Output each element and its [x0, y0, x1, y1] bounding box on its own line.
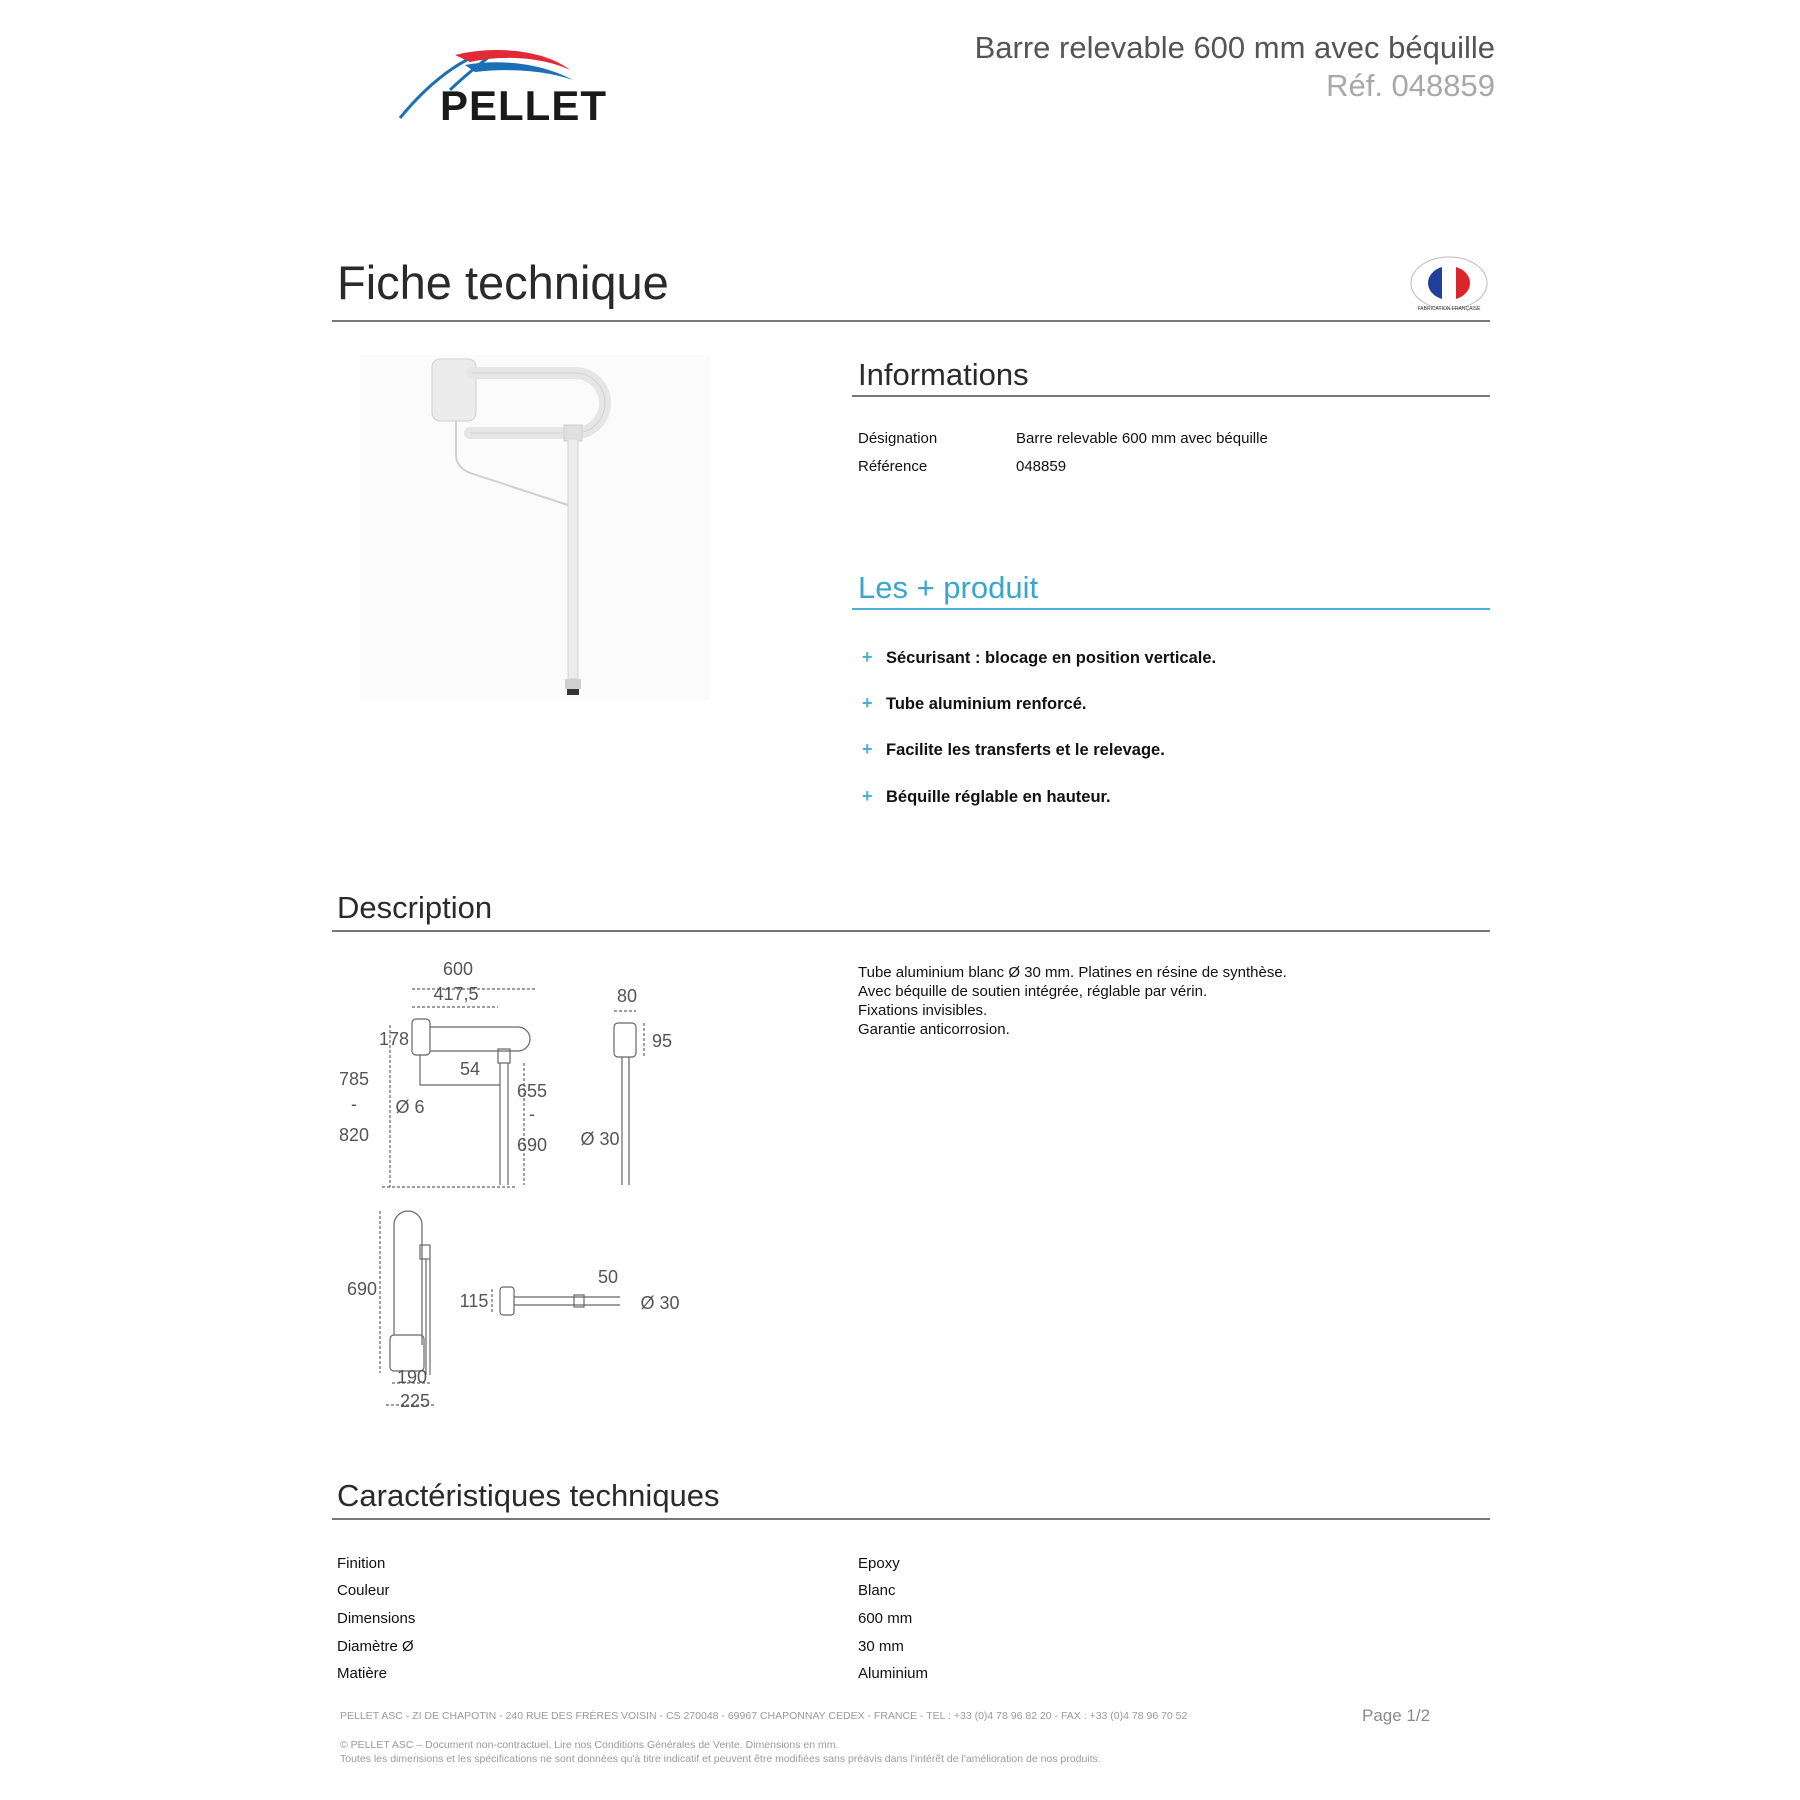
dim-label: 417,5 [433, 984, 479, 1004]
logo-text: PELLET [440, 82, 608, 129]
spec-value: Aluminium [858, 1665, 929, 1682]
dim-label: 690 [346, 1279, 378, 1299]
technical-drawing [330, 955, 700, 1425]
dim-label: 54 [459, 1059, 481, 1079]
spec-label: Diamètre Ø [337, 1638, 414, 1655]
benefit-item: + Béquille réglable en hauteur. [862, 786, 1111, 806]
dim-label: 178 [378, 1029, 410, 1049]
informations-rule [852, 395, 1490, 397]
info-value: Barre relevable 600 mm avec béquille [1016, 430, 1268, 447]
spec-label: Dimensions [337, 1610, 416, 1627]
info-label: Référence [858, 458, 928, 475]
spec-label: Matière [337, 1665, 388, 1682]
product-photo [360, 355, 710, 700]
dim-label: 690 [516, 1135, 548, 1155]
benefits-heading: Les + produit [858, 570, 1039, 605]
footer-address: PELLET ASC - ZI DE CHAPOTIN - 240 RUE DES FRÈRES VOISIN - CS 270048 - 69967 CHAPONNAY CEDEX - FRANCE - TEL : +33 (0)4 78 96 82 20 - FAX : +33 (0)4 78 96 70 52 [340, 1710, 1188, 1722]
description-text [858, 963, 1287, 1039]
title-rule [332, 320, 1490, 322]
plus-icon: + [862, 693, 873, 713]
spec-value: Blanc [858, 1582, 896, 1599]
spec-value: 30 mm [858, 1638, 904, 1655]
product-ref: Réf. 048859 [1326, 68, 1495, 103]
spec-label: Couleur [337, 1582, 390, 1599]
benefit-item: + Sécurisant : blocage en position verticale. [862, 647, 1217, 667]
dim-label: - [351, 1094, 357, 1114]
info-value: 048859 [1016, 458, 1067, 475]
dim-label: 50 [597, 1267, 619, 1287]
dim-label: 600 [442, 959, 474, 979]
description-line: Garantie anticorrosion. [858, 1021, 1010, 1038]
dim-label: 225 [399, 1391, 431, 1411]
product-title: Barre relevable 600 mm avec béquille [974, 30, 1495, 65]
dim-label: - [529, 1104, 535, 1124]
description-rule [332, 930, 1490, 932]
page-number: Page 1/2 [1362, 1706, 1431, 1725]
benefit-item: + Tube aluminium renforcé. [862, 693, 1087, 713]
dim-label: Ø 30 [580, 1129, 620, 1149]
page-title: Fiche technique [337, 256, 669, 309]
dim-label: 190 [396, 1367, 428, 1387]
spec-label: Finition [337, 1555, 386, 1572]
dim-label: Ø 6 [395, 1097, 425, 1117]
dim-label: 820 [338, 1125, 370, 1145]
dim-label: Ø 30 [640, 1293, 680, 1313]
specs-heading: Caractéristiques techniques [337, 1478, 720, 1513]
description-heading: Description [337, 890, 493, 925]
dim-label: 80 [616, 986, 638, 1006]
brand-logo [395, 40, 635, 130]
description-line: Avec béquille de soutien intégrée, réglable par vérin. [858, 983, 1208, 1000]
dim-label: 655 [516, 1081, 548, 1101]
fabrication-francaise-badge [1408, 253, 1490, 313]
dim-label: 115 [459, 1291, 489, 1311]
benefits-rule [852, 608, 1490, 610]
plus-icon: + [862, 647, 873, 667]
spec-value: 600 mm [858, 1610, 913, 1627]
description-line: Tube aluminium blanc Ø 30 mm. Platines en résine de synthèse. [858, 964, 1287, 981]
footer-disclaimer: © PELLET ASC – Document non-contractuel. Lire nos Conditions Générales de Vente. Dimensions en mm. [340, 1739, 839, 1751]
pellet-swoosh-icon [395, 40, 635, 130]
dim-label: 95 [651, 1031, 673, 1051]
informations-heading: Informations [858, 357, 1029, 392]
specs-rule [332, 1518, 1490, 1520]
spec-value: Epoxy [858, 1555, 900, 1572]
footer-disclaimer: Toutes les dimensions et les spécifications ne sont données qu'à titre indicatif et peuvent être modifiées sans préavis dans l'intérêt de l'amélioration de nos produits. [340, 1753, 1101, 1765]
dim-label: 785 [338, 1069, 370, 1089]
plus-icon: + [862, 739, 873, 759]
badge-text: FABRICATION FRANÇAISE [1417, 306, 1481, 312]
info-label: Désignation [858, 430, 938, 447]
plus-icon: + [862, 786, 873, 806]
description-line: Fixations invisibles. [858, 1002, 988, 1019]
benefit-item: + Facilite les transferts et le relevage. [862, 739, 1165, 759]
